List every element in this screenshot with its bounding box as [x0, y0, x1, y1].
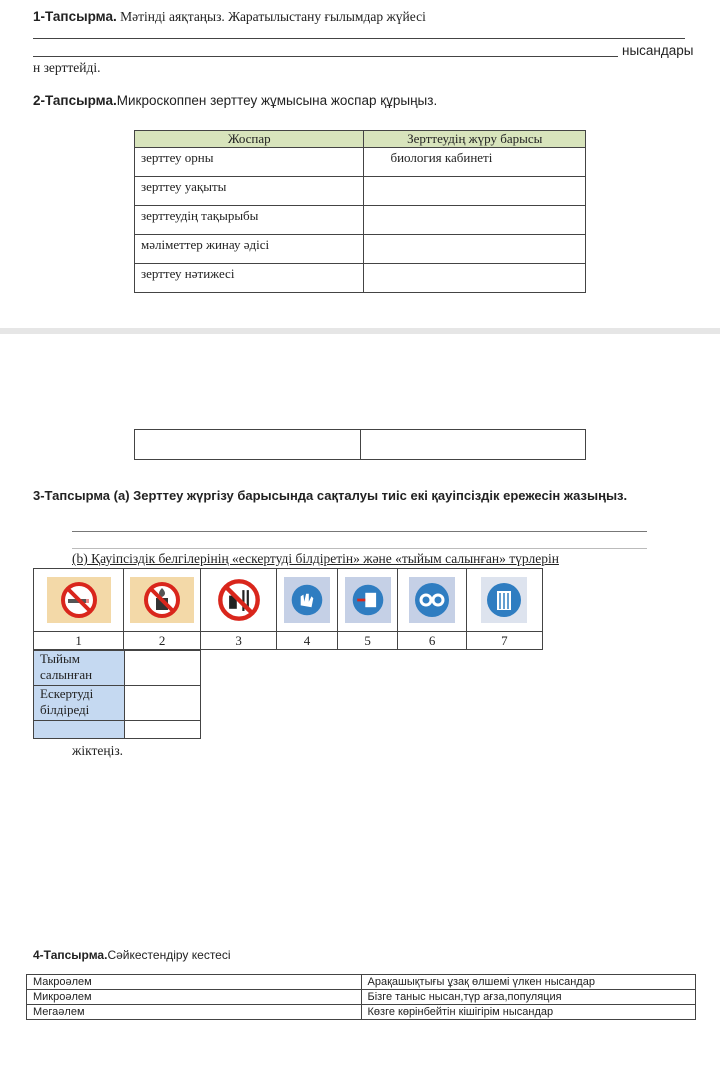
match-definition: Арақашықтығы ұзақ өлшемі үлкен нысандар	[361, 975, 696, 990]
table-row	[27, 975, 696, 990]
wash-hands-icon	[345, 577, 391, 623]
plan-item: зерттеу нәтижесі	[135, 264, 364, 293]
match-term: Микроәлем	[27, 990, 362, 1005]
plan-answer[interactable]	[364, 264, 586, 293]
sign-number: 1	[34, 632, 124, 650]
plan-answer[interactable]	[364, 235, 586, 264]
task1-continuation: н зерттейді.	[33, 60, 101, 75]
plan-header-plan: Жоспар	[135, 131, 364, 148]
table-row	[135, 148, 586, 177]
task4-label: 4-Тапсырма.	[33, 948, 108, 962]
answer-line-2[interactable]	[33, 56, 618, 57]
plan-item: зерттеу орны	[135, 148, 364, 177]
task1-label: 1-Тапсырма.	[33, 9, 117, 24]
page-break	[0, 328, 720, 334]
sign-number: 2	[124, 632, 201, 650]
answer-line-3[interactable]	[72, 531, 647, 532]
table-row	[34, 686, 201, 721]
no-fire-icon	[130, 577, 194, 623]
table-row	[135, 206, 586, 235]
task3-ending: жіктеңіз.	[72, 743, 124, 758]
answer-line-1[interactable]	[33, 38, 685, 39]
table-row	[135, 264, 586, 293]
empty-cell[interactable]	[135, 430, 361, 460]
plan-table-continuation	[134, 429, 586, 460]
task3-subtitle: (b) Қауіпсіздік белгілерінің «ескертуді білдіретін» және «тыйым салынған» түрлерін	[72, 551, 559, 566]
table-row	[34, 651, 201, 686]
task1-text: Мәтінді аяқтаңыз. Жаратылыстану ғылымдар жүйесі	[120, 9, 426, 24]
plan-item: зерттеу уақыты	[135, 177, 364, 206]
wear-gloves-icon	[284, 577, 330, 623]
plan-answer[interactable]	[364, 177, 586, 206]
signs-table	[33, 568, 543, 650]
task3-title: 3-Тапсырма (а) Зерттеу жүргізу барысында сақталуы тиіс екі қауіпсіздік ережесін жазыңыз.	[33, 488, 628, 503]
match-term: Макроәлем	[27, 975, 362, 990]
empty-label-cell	[34, 721, 125, 739]
sign-cell	[466, 569, 542, 632]
match-definition: Бізге таныс нысан,түр ағза,популяция	[361, 990, 696, 1005]
match-definition: Көзге көрінбейтін кішігірім нысандар	[361, 1005, 696, 1020]
sign-cell	[398, 569, 466, 632]
table-row	[34, 721, 201, 739]
plan-header-row	[135, 131, 586, 148]
sign-number: 6	[398, 632, 466, 650]
signs-number-row	[34, 632, 543, 650]
plan-answer[interactable]	[364, 206, 586, 235]
table-row	[135, 177, 586, 206]
table-row	[135, 235, 586, 264]
answer-cell[interactable]	[125, 651, 201, 686]
category-warning: Ескертуді білдіреді	[34, 686, 125, 721]
wear-lab-coat-icon	[481, 577, 527, 623]
table-row	[135, 430, 586, 460]
sign-number: 5	[337, 632, 398, 650]
plan-item: зерттеудің тақырыбы	[135, 206, 364, 235]
plan-table	[134, 130, 586, 293]
wear-goggles-icon	[409, 577, 455, 623]
plan-item: мәліметтер жинау әдісі	[135, 235, 364, 264]
sign-cell	[200, 569, 276, 632]
task2-label: 2-Тапсырма.	[33, 93, 117, 108]
empty-cell[interactable]	[360, 430, 586, 460]
answer-cell[interactable]	[125, 686, 201, 721]
table-row	[27, 990, 696, 1005]
task4-text: Сәйкестендіру кестесі	[107, 948, 231, 962]
answer-cell[interactable]	[125, 721, 201, 739]
answer-line-4[interactable]	[72, 548, 647, 549]
plan-header-progress: Зерттеудің жүру барысы	[364, 131, 586, 148]
sign-cell	[277, 569, 338, 632]
task4-line	[33, 948, 231, 962]
sign-number: 4	[277, 632, 338, 650]
sign-cell	[337, 569, 398, 632]
match-term: Мегаәлем	[27, 1005, 362, 1020]
no-food-drink-icon	[216, 577, 262, 623]
task2-line	[33, 93, 437, 108]
classification-table	[33, 650, 201, 739]
category-prohibited: Тыйым салынған	[34, 651, 125, 686]
signs-icon-row	[34, 569, 543, 632]
task2-text: Микроскоппен зерттеу жұмысына жоспар құрыңыз.	[116, 93, 438, 108]
task1-suffix: нысандары	[622, 43, 694, 58]
matching-table	[26, 974, 696, 1020]
sign-cell	[34, 569, 124, 632]
sign-number: 7	[466, 632, 542, 650]
sign-number: 3	[200, 632, 276, 650]
no-smoking-icon	[47, 577, 111, 623]
table-row	[27, 1005, 696, 1020]
task1-line	[33, 9, 426, 25]
sign-cell	[124, 569, 201, 632]
plan-answer[interactable]: биология кабинеті	[364, 148, 586, 177]
